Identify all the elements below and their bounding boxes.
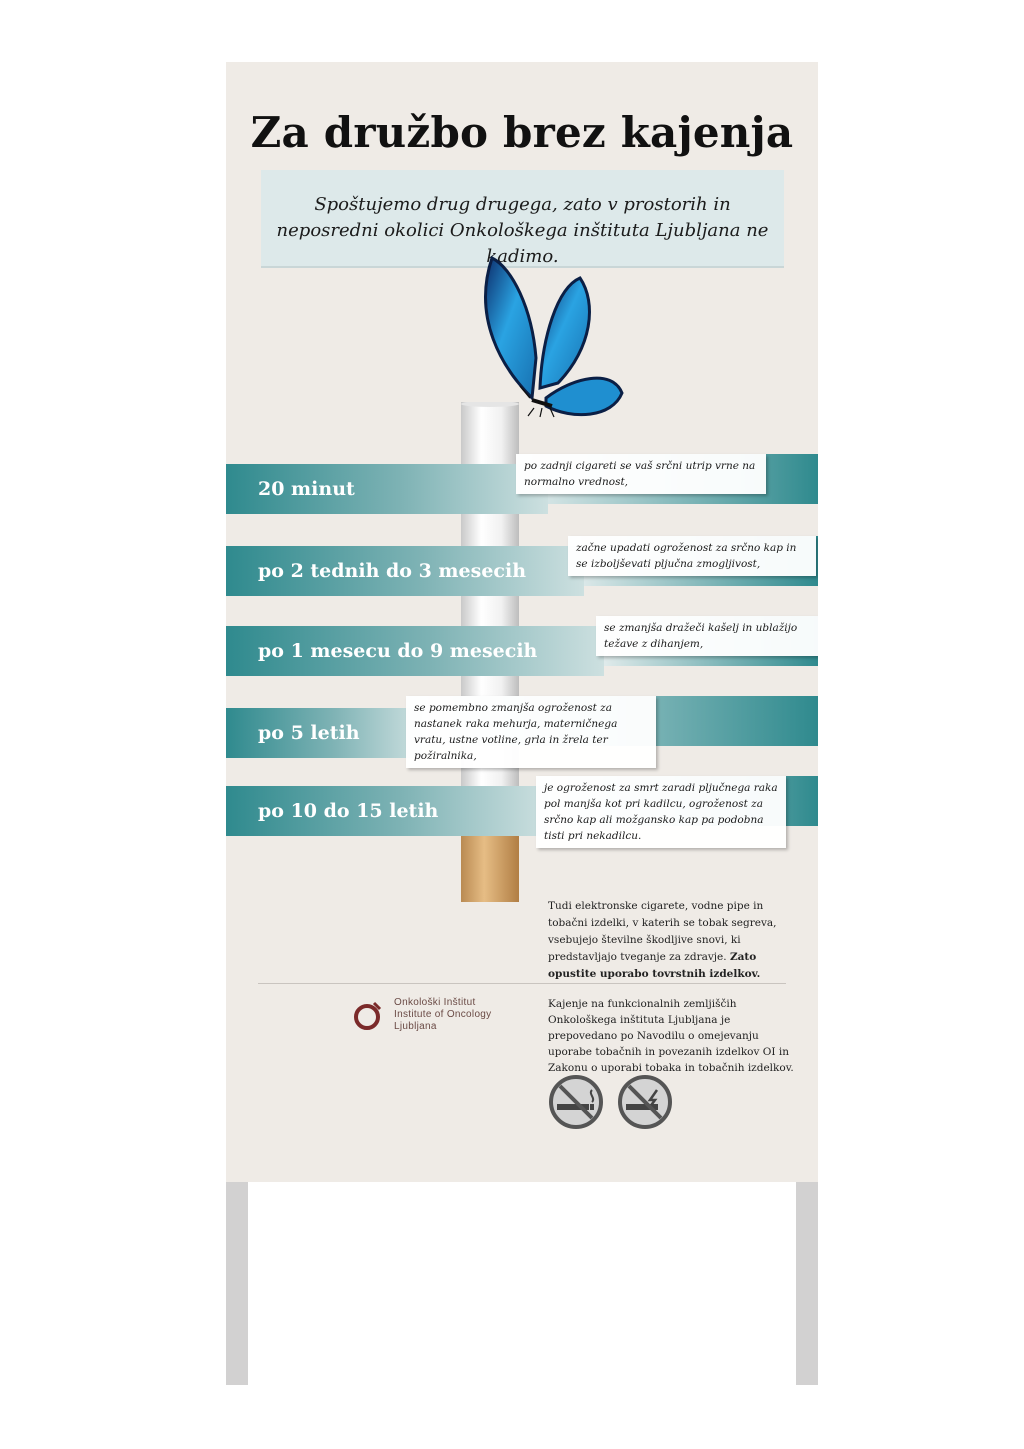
timeline-label: po 10 do 15 letih: [226, 786, 548, 836]
stand-leg-left: [226, 1182, 248, 1385]
e-cigarette-bold: Zato opustite uporabo tovrstnih izdelkov.: [548, 951, 761, 980]
butterfly-image: [462, 248, 630, 418]
timeline-note: se zmanjša dražeči kašelj in ublažijo težave z dihanjem,: [596, 616, 818, 656]
divider: [258, 983, 786, 984]
institute-logo: [352, 997, 532, 1037]
no-smoking-icon: [548, 1074, 604, 1130]
logo-line-3: Ljubljana: [394, 1021, 437, 1032]
timeline-label: 20 minut: [226, 464, 548, 514]
timeline-note: je ogroženost za smrt zaradi pljučnega raka pol manjša kot pri kadilcu, ogroženost za srčno kap ali možgansko kap pa podobna tisti pri nekadilcu.: [536, 776, 786, 848]
e-cigarette-warning: [548, 898, 788, 983]
institute-logo-mark-icon: [352, 999, 386, 1033]
logo-line-1: Onkološki Inštitut: [394, 997, 476, 1008]
stand-leg-right: [796, 1182, 818, 1385]
timeline-label: po 5 letih: [226, 708, 422, 758]
poster-board: [226, 62, 818, 1182]
logo-line-2: Institute of Oncology: [394, 1009, 492, 1020]
subtitle-text: Spoštujemo drug drugega, zato v prostorih in neposredni okolici Onkološkega inštituta Ljubljana ne kadimo.: [276, 194, 769, 267]
timeline-label: po 2 tednih do 3 mesecih: [226, 546, 584, 596]
poster-title: Za družbo brez kajenja: [250, 108, 794, 157]
timeline-label: po 1 mesecu do 9 mesecih: [226, 626, 604, 676]
legal-notice: Kajenje na funkcionalnih zemljiščih Onkološkega inštituta Ljubljana je prepovedano po Navodilu o omejevanju uporabe tobačnih in povezanih izdelkov OI in Zakonu o uporabi tobaka in tobačnih izdelkov.: [548, 998, 794, 1074]
e-cigarette-text: Tudi elektronske cigarete, vodne pipe in tobačni izdelki, v katerih se tobak segreva, vsebujejo številne škodljive snovi, ki predstavljajo tveganje za zdravje.: [548, 900, 777, 963]
timeline-note: se pomembno zmanjša ogroženost za nastanek raka mehurja, materničnega vratu, ustne votline, grla in žrela ter požiralnika,: [406, 696, 656, 768]
no-e-cigarette-icon: [617, 1074, 673, 1130]
timeline-note: po zadnji cigareti se vaš srčni utrip vrne na normalno vrednost,: [516, 454, 766, 494]
timeline-note: začne upadati ogroženost za srčno kap in se izboljševati pljučna zmogljivost,: [568, 536, 816, 576]
